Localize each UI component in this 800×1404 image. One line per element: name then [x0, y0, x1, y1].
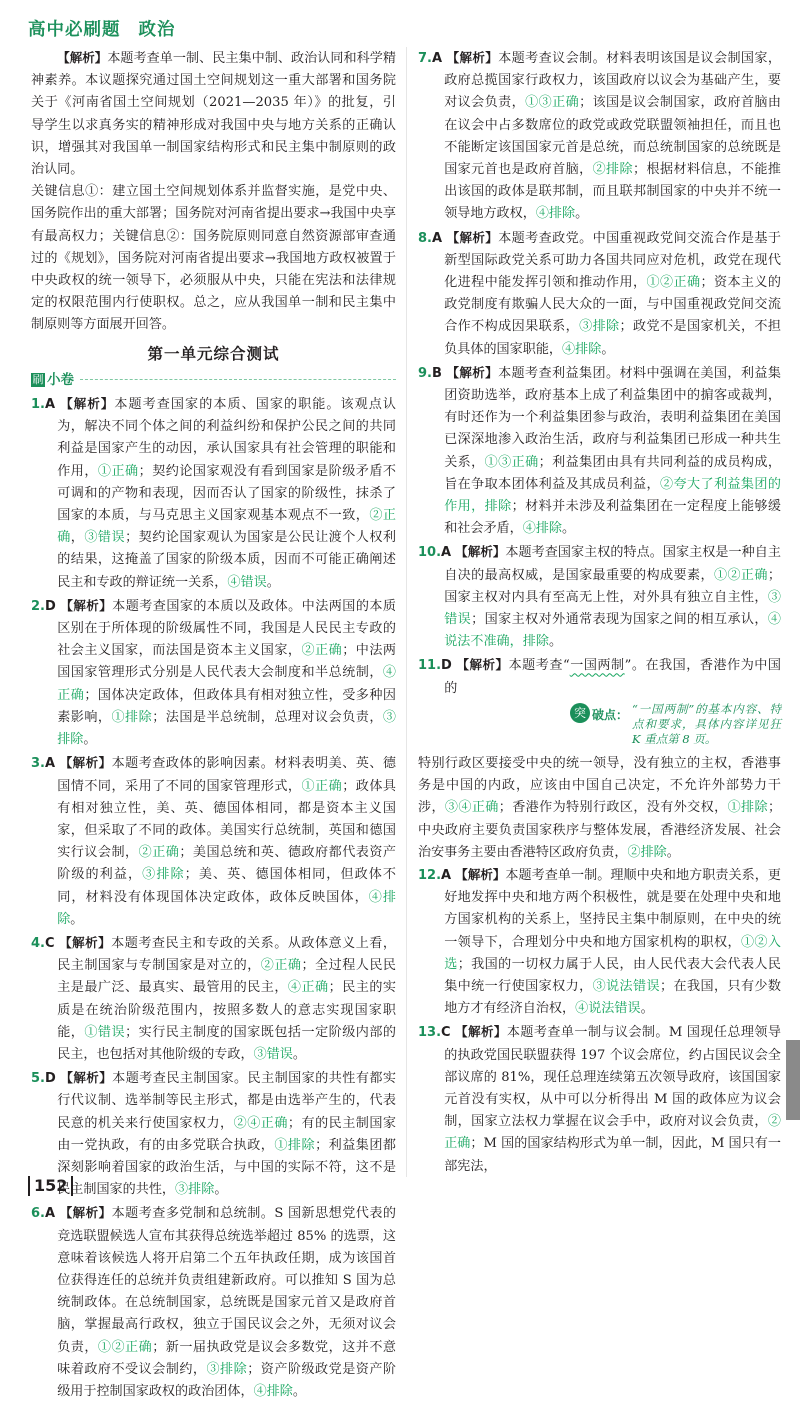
callout-label: 破点：: [592, 707, 629, 722]
column-divider: [406, 47, 407, 1177]
intro-paragraph: 【解析】本题考查单一制、民主集中制、政治认同和科学精神素养。本议题探究通过国土空间规划这一重大部署和国务院关于《河南省国土空间规划（2021—2035 年）》的批复，引导学生以求真务实的精神形成对我国中央与地方关系的正确认识，增强其对我国单一制国家结构形式和民主集中制原则的政治认同。: [31, 50, 396, 178]
book-title: 高中必刷题: [28, 20, 121, 40]
sub-badge: [31, 369, 396, 391]
dashed-rule: [80, 379, 396, 380]
answer-item-10: 10.A 【解析】本题考查国家主权的特点。国家主权是一种自主自决的最高权威，是国家最重要的构成要素，①②正确；国家主权对内具有至高无上性，对外具有独立自主性，③错误；国家主权对外通常表现为国家之间的相互承认，④说法不准确，排除。: [418, 544, 782, 650]
subject-label: 政治: [138, 20, 176, 40]
answer-item-11: 11.D 【解析】本题考查“一国两制”。在我国，香港作为中国的: [418, 657, 781, 696]
answer-item-4: 4.C 【解析】本题考查民主和专政的关系。从政体意义上看，民主制国家与专制国家是对立的，②正确；全过程人民民主是最广泛、最真实、最管用的民主，④正确；民主的实质是在统治阶级范围内，按照多数人的意志实现国家职能，①错误；实行民主制度的国家既包括一定阶级内部的民主，也包括对其他阶级的专政，③错误。: [31, 934, 397, 1062]
answer-item-3: 3.A 【解析】本题考查政体的影响因素。材料表明美、英、德国情不同，采用了不同的国家管理形式，①正确；政体具有相对独立性，美、英、德国体相同，都是资本主义国家，但采取了不同的政体。美国实行总统制，英国和德国实行议会制，②正确；美国总统和英、德政府都代表资产阶级的利益，③排除；美、英、德国体相同，但政体不同，材料没有体现国体决定政体，政体反映国体，④排除。: [31, 755, 397, 927]
page-header: [28, 16, 176, 41]
page-edge-tab: [786, 1040, 800, 1120]
answer-item-8: 8.A 【解析】本题考查政党。中国重视政党间交流合作是基于新型国际政党关系可助力各国共同应对危机，政党在现代化进程中能发挥引领和推动作用，①②正确；资本主义的政党制度有欺骗人民大众的一面，与中国重视政党间交流合作不构成因果联系，③排除；政党不是国家机关，不担负具体的国家职能，④排除。: [418, 229, 782, 357]
left-column: [31, 47, 396, 1404]
section-title: 第一单元综合测试: [147, 344, 280, 363]
answer-item-11-cont: 特别行政区要接受中央的统一领导，没有独立的主权，香港事务是中国的内政，应该由中国自己决定，不允许外部势力干涉，③④正确；香港作为特别行政区，没有外交权，①排除；中央政府主要负责国家秩序与整体发展，香港经济发展、社会治安事务主要由香港特区政府负责，②排除。: [418, 755, 782, 860]
answer-item-13: 13.C 【解析】本题考查单一制与议会制。M 国现任总理领导的执政党国民联盟获得 197 个议会席位，约占国民议会全部议席的 81%，现任总理连续第五次领导政府，该国国家元首没有实权，从中可以分析得出 M 国的政体应为议会制，国家立法权力掌握在议会手中，政府对议会负责，②正确；M 国的国家结构形式为单一制，因此，M 国只有一部宪法，: [418, 1024, 781, 1174]
page-number: 152: [28, 1176, 73, 1196]
intro-key-info: 关键信息①：建立国土空间规划体系并监督实施，是党中央、国务院作出的重大部署；国务院对河南省提出要求→我国中央享有最高权力；关键信息②：国务院原则同意自然资源部审查通过的《规划》，国务院对河南省提出要求→我国地方政权被置于中央政权的统一领导下，必须服从中央，只能在宪法和法律规定的权限范围内行使职权。总之，应从我国单一制和民主集中制原则等方面展开回答。: [31, 184, 396, 333]
breakthrough-callout: [570, 702, 781, 747]
answer-item-9: 9.B 【解析】本题考查利益集团。材料中强调在美国，利益集团资助选举，政府基本上成了利益集团中的掮客或裁判，有时还作为一个利益集团参与政治，表明利益集团在美国已深深地渗入政治生活，政府与利益集团已形成一种共生关系，①③正确；利益集团由具有共同利益的成员构成，旨在争取本团体利益及其成员利益，②夸大了利益集团的作用，排除；材料并未涉及利益集团在一定程度上能够缓和社会矛盾，④排除。: [418, 364, 782, 537]
callout-text: “一国两制”的基本内容、特点和要求，具体内容详见狂 K 重点第 8 页。: [632, 701, 781, 746]
sub-badge-label: 小卷: [47, 371, 74, 388]
answer-item-6: 6.A 【解析】本题考查多党制和总统制。S 国新思想党代表的竞选联盟候选人宣布其获得总统选举超过 85% 的选票，这意味着该候选人将开启第二个五年执政任期，成为该国首位获得连任的总统并负责组建新政府。可以推知 S 国为总统制政体。在总统制国家，总统既是国家元首又是政府首脑，掌握最高行政权，独立于国民议会之外，无须对议会负责，①②正确；新一届执政党是议会多数党，这并不意味着政府不受议会制约，③排除；资产阶级政党是资产阶级用于控制国家政权的政治团体，④排除。: [31, 1205, 397, 1399]
brush-icon: 刷: [32, 372, 44, 386]
answer-item-2: 2.D 【解析】本题考查国家的本质以及政体。中法两国的本质区别在于所体现的阶级属性不同，我国是人民民主专政的社会主义国家，而法国是资本主义国家，②正确；中法两国国家管理形式分别是人民代表大会制度和半总统制，④正确；国体决定政体，但政体具有相对独立性，受多种因素影响，①排除；法国是半总统制，总理对议会负责，③排除。: [31, 597, 397, 748]
answer-item-1: 1.A 【解析】本题考查国家的本质、国家的职能。该观点认为，解决不同个体之间的利益纠纷和保护公民之间的共同利益是国家产生的动因，承认国家具有社会管理的职能和作用，①正确；契约论国家观没有看到国家是阶级矛盾不可调和的产物和表现，因而否认了国家的阶级性，抹杀了国家的本质，与马克思主义国家观基本观点不一致，②正确，③错误；契约论国家观认为国家是公民让渡个人权利的结果，这掩盖了国家的阶级本质，因而不可能正确阐述民主和专政的辩证统一关系，④错误。: [31, 396, 397, 590]
answer-item-7: 7.A 【解析】本题考查议会制。材料表明该国是议会制国家，政府总揽国家行政权力，该国政府以议会为基础产生，要对议会负责，①③正确；该国是议会制国家，政府首脑由在议会中占多数席位的政党或政党联盟领袖担任，而且也不能断定该国国家元首是总统，而总统制国家的总统既是国家元首也是政府首脑，②排除；根据材料信息，不能推出该国的政体是联邦制，而且联邦制国家的中央并不统一领导地方政权，④排除。: [418, 50, 782, 222]
answer-item-12: 12.A 【解析】本题考查单一制。理顺中央和地方职责关系，更好地发挥中央和地方两个积极性，就是要在处理中央和地方国家机构的关系上，坚持民主集中制原则，在中央的统一领导下，合理划分中央和地方国家机构的职权，①②入选；我国的一切权力属于人民，由人民代表大会代表人民集中统一行使国家权力，③说法错误；在我国，只有少数地方才有经济自治权，④说法错误。: [418, 866, 782, 1017]
breakthrough-icon: 突: [570, 703, 590, 723]
key-term: 一国两制: [569, 658, 625, 674]
answer-item-5: 5.D 【解析】本题考查民主制国家。民主制国家的共性有都实行代议制、选举制等民主形式，都是由选举产生的，代表民意的机关来行使国家权力，②④正确；有的民主制国家由一党执政，有的由多党联合执政，①排除；利益集团都深刻影响着国家的政治生活，与中国的实际不符，这不是民主制国家的共性，③排除。: [31, 1070, 397, 1198]
right-column-content: [418, 47, 781, 1179]
